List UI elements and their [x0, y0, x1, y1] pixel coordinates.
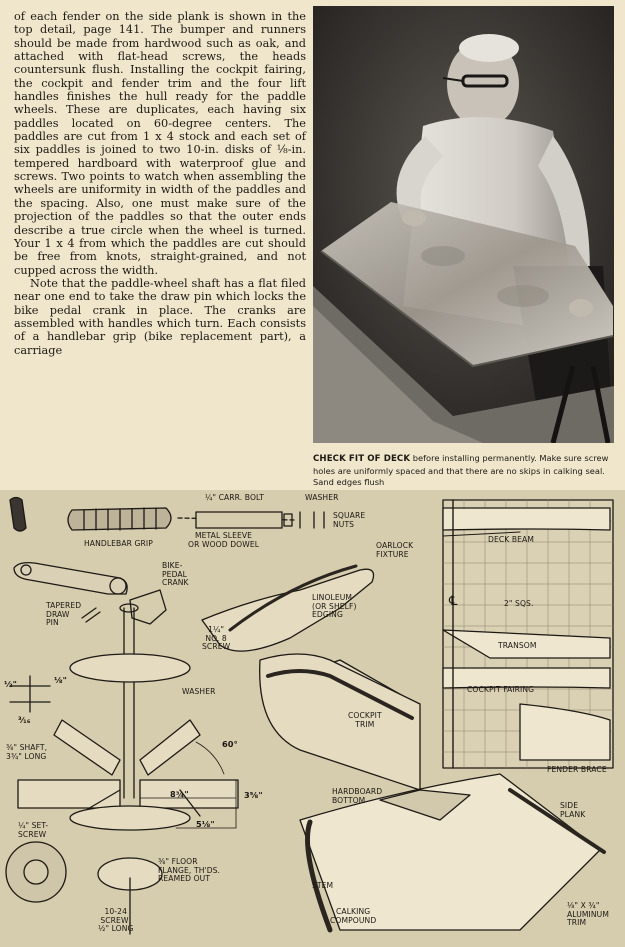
label-dim-3-5-8: 3⅝"	[244, 790, 263, 800]
label-two-inch-squares: 2" SQS.	[504, 599, 534, 608]
label-metal-sleeve: METAL SLEEVE OR WOOD DOWEL	[188, 531, 260, 549]
label-oarlock-fixture: OARLOCK FIXTURE	[376, 541, 414, 559]
label-shaft: ⅜" SHAFT, 3¾" LONG	[6, 743, 48, 761]
label-side-plank: SIDE PLANK	[560, 801, 586, 819]
article-paragraph-2: Note that the paddle-wheel shaft has a flat filed near one end to take the draw pin which locks the bike pedal crank in place. The cranks are assembled with handles which turn. Each consists of a handlebar grip (bike replacement part), a carriage	[14, 276, 306, 357]
label-half-inch: ½"	[4, 679, 17, 689]
article-paragraph-1: of each fender on the side plank is shown in the top detail, page 141. The bumper and runners should be made from hardwood such as oak, and attached with flat-head screws, the heads countersunk flush. Installing the cockpit fairing, the cockpit and fender trim and the four lift handles finishes the hull ready for the paddle wheels. These are duplicates, each having six paddles located on 60-degree centers. The paddles are cut from 1 x 4 stock and each set of six paddles is joined to two 10-in. disks of ⅛-in. tempered hardboard with waterproof glue and screws. Two points to watch when assembling the wheels are uniformity in width of the paddles and the spacing. Also, one must make sure of the projection of the paddles so that the outer ends describe a true circle when the wheel is turned. Your 1 x 4 from which the paddles are cut should be free from knots, straight-grained, and not cupped across the width.	[14, 10, 306, 277]
label-transom: TRANSOM	[498, 641, 537, 650]
label-dim-5-1-8: 5⅛"	[196, 819, 215, 829]
caption-text: before installing permanently. Make sure screw holes are uniformly spaced and that there are no skips in calking seal. Sand edges flush	[313, 453, 609, 487]
label-cockpit-trim: COCKPIT TRIM	[348, 711, 382, 729]
deck-fitting-photo	[313, 6, 614, 443]
label-centerline: ℄	[449, 594, 458, 609]
photo-caption	[313, 453, 618, 489]
label-angle-60: 60°	[222, 739, 238, 749]
caption-lead: CHECK FIT OF DECK	[313, 454, 411, 464]
photo-illustration	[313, 6, 614, 443]
label-handlebar-grip: HANDLEBAR GRIP	[84, 539, 153, 548]
label-dim-8-3-4: 8¾"	[170, 789, 189, 799]
label-washer-mid: WASHER	[182, 687, 216, 696]
label-set-screw: ¼" SET- SCREW	[18, 821, 49, 839]
label-carriage-bolt: ¼" CARR. BOLT	[205, 493, 265, 502]
label-hardboard-bottom: HARDBOARD BOTTOM	[332, 787, 383, 805]
drawing-linework	[0, 490, 625, 947]
label-washer-top: WASHER	[305, 493, 339, 502]
label-floor-flange: ⅜" FLOOR FLANGE, TH'DS. REAMED OUT	[158, 857, 221, 884]
label-linoleum-edging: LINOLEUM (OR SHELF) EDGING	[312, 593, 357, 620]
label-three-sixteenth: ³⁄₁₆	[18, 715, 31, 725]
label-cockpit-fairing: COCKPIT FAIRING	[467, 685, 535, 694]
label-no8-screw: 1¼" NO. 8 SCREW	[202, 625, 231, 652]
label-square-nuts: SQUARE NUTS	[333, 511, 366, 529]
label-tapered-draw-pin: TAPERED DRAW PIN	[46, 601, 82, 628]
label-calking-compound: CALKING COMPOUND	[330, 907, 377, 925]
label-screw-10-24: 10-24 SCREW, ½" LONG	[98, 907, 134, 934]
label-eighth-inch: ⅛"	[54, 675, 67, 685]
label-deck-beam: DECK BEAM	[488, 535, 534, 544]
label-stem: STEM	[312, 881, 334, 890]
construction-drawings	[0, 490, 625, 947]
article-text	[14, 10, 306, 357]
label-bike-pedal-crank: BIKE- PEDAL CRANK	[162, 561, 189, 588]
label-fender-brace: FENDER BRACE	[547, 765, 607, 774]
label-aluminum-trim: ⅛" X ¾" ALUMINUM TRIM	[567, 901, 609, 928]
